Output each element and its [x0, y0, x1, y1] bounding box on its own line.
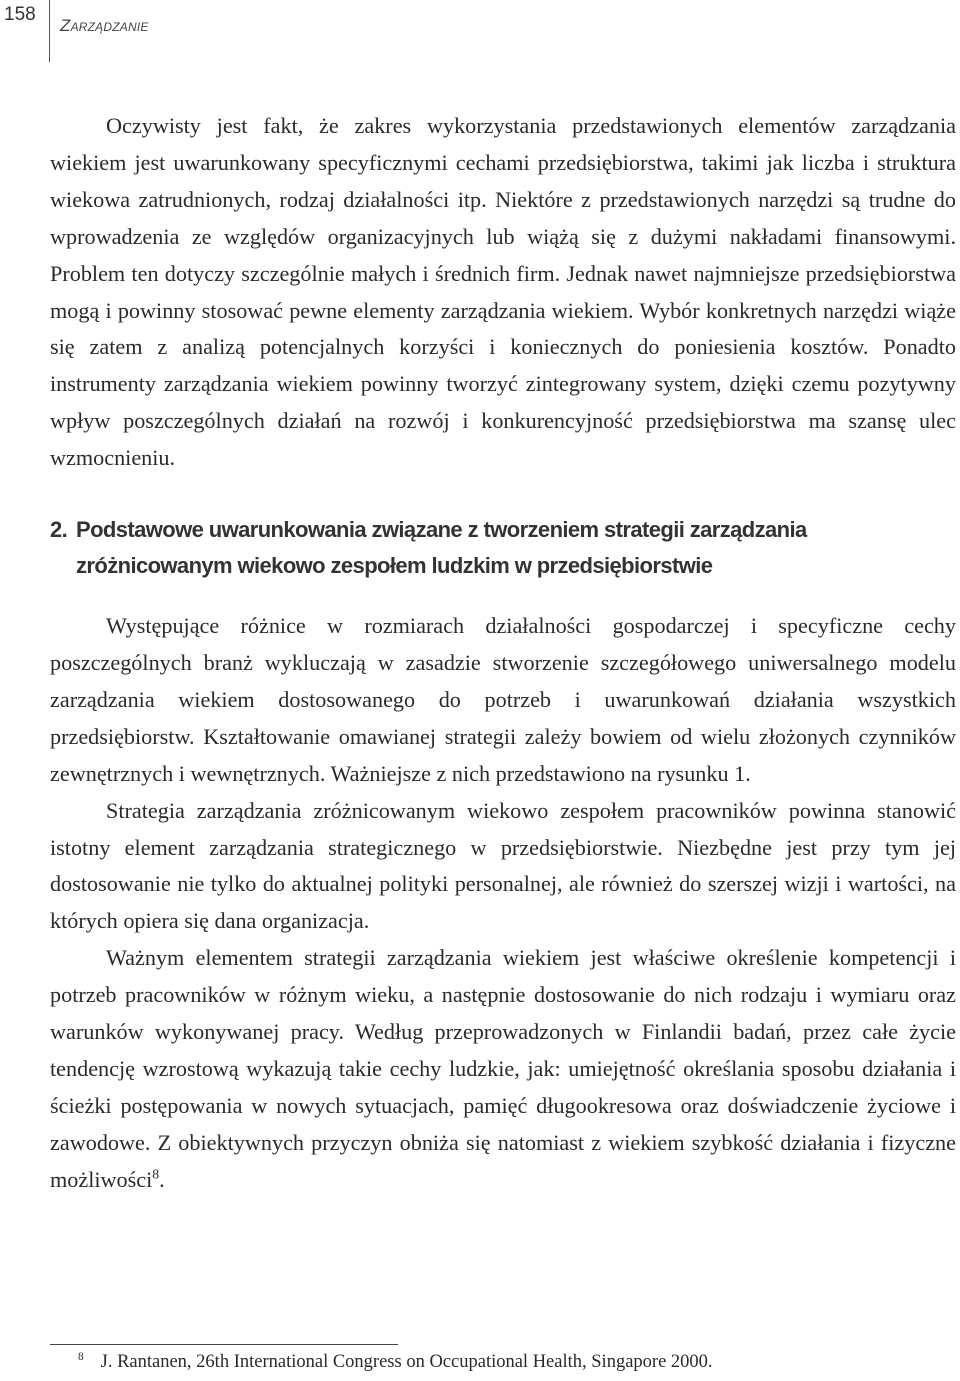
running-head: Zarządzanie: [60, 16, 149, 35]
paragraph-2: Występujące różnice w rozmiarach działalności gospodarczej i specyficzne cechy poszczególnych branż wykluczają w zasadzie stworzenie szczegółowego uniwersalnego modelu zarządzania wiekiem dostosowanego do potrzeb i uwarunkowań działania wszystkich przedsiębiorstw. Kształtowanie omawianej strategii zależy bowiem od wielu złożonych czynników zewnętrznych i wewnętrznych. Ważniejsze z nich przedstawiono na rysunku 1.: [50, 613, 956, 786]
paragraph-3: Strategia zarządzania zróżnicowanym wiekowo zespołem pracowników powinna stanowić istotny element zarządzania strategicznego w przedsiębiorstwie. Niezbędne jest przy tym jej dostosowanie nie tylko do aktualnej polityki personalnej, ale również do szerszej wizji i wartości, na których opiera się dana organizacja.: [50, 797, 956, 934]
footnote-reference[interactable]: 8: [152, 1166, 160, 1182]
paragraph-4: [50, 940, 956, 1198]
page-header: [0, 0, 960, 64]
paragraph-4-end: .: [159, 1166, 165, 1192]
paragraph-1: Oczywisty jest fakt, że zakres wykorzystania przedstawionych elementów zarządzania wiekiem jest uwarunkowany specyficznymi cechami przedsiębiorstwa, takimi jak liczba i struktura wiekowa zatrudnionych, rodzaj działalności itp. Niektóre z przedstawionych narzędzi są trudne do wprowadzenia ze względów organizacyjnych lub wiążą się z dużymi nakładami finansowymi. Problem ten dotyczy szczególnie małych i średnich firm. Jednak nawet najmniejsze przedsiębiorstwa mogą i powinny stosować pewne elementy zarządzania wiekiem. Wybór konkretnych narzędzi wiąże się zatem z analizą potencjalnych korzyści i koniecznych do poniesienia kosztów. Ponadto instrumenty zarządzania wiekiem powinny tworzyć zintegrowany system, dzięki czemu pozytywny wpływ poszczególnych działań na rozwój i konkurencyjność przedsiębiorstwa ma szansę ulec wzmocnieniu.: [50, 113, 956, 471]
paragraph-4-text: Ważnym elementem strategii zarządzania wiekiem jest właściwe określenie kompetencji i potrzeb pracowników w różnym wieku, a następnie dostosowanie do nich rodzaju i wymiaru oraz warunków wykonywanej pracy. Według przeprowadzonych w Finlandii badań, przez całe życie tendencję wzrostową wykazują takie cechy ludzkie, jak: umiejętność określania sposobu działania i ścieżki postępowania w nowych sytuacjach, pamięć długookresowa oraz doświadczenie życiowe i zawodowe. Z obiektywnych przyczyn obniża się natomiast z wiekiem szybkość działania i fizyczne możliwości: [50, 945, 956, 1192]
header-divider: [49, 0, 50, 62]
page-number: 158: [4, 4, 36, 25]
footnote: $^8$ J. Rantanen, 26th International Congress on Occupational Health, Singapore 2000.: [78, 1350, 713, 1372]
page-body: [50, 108, 956, 1199]
footnote-divider: [50, 1344, 398, 1345]
section-heading: [50, 512, 956, 584]
section-title: Podstawowe uwarunkowania związane z tworzeniem strategii zarządzania zróżnicowanym wiekowo zespołem ludzkim w przedsiębiorstwie: [76, 517, 807, 579]
footnote-text: J. Rantanen, 26th International Congress on Occupational Health, Singapore 2000.: [100, 1352, 713, 1372]
section-number: 2.: [50, 517, 68, 543]
